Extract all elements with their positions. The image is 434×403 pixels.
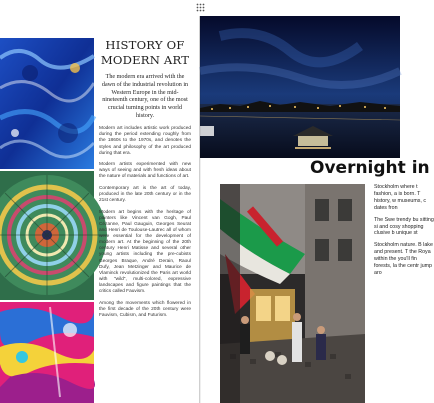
mosaic-circle-painting-image — [0, 171, 94, 300]
article-title-line-1: HISTORY OF — [105, 38, 185, 52]
pink-abstract-painting-image — [0, 302, 94, 403]
article-title-line-2: MODERN ART — [100, 53, 190, 67]
side-paragraph: Stockholm nature. B lake and present. T the Roya within the you'll fin forests, la the centr jump aro — [374, 242, 433, 276]
street-cafe-photo — [220, 184, 365, 403]
body-paragraph: Modern art includes artistic work produced during the period extending roughly from the 1860s to the 1970s, and denotes the styles and philosophy of the art produced during that era. — [99, 126, 191, 156]
side-paragraph: The Swe trendy bu sitting si and cosy shopping clusive b unique st — [374, 216, 434, 237]
night-harbor-photo — [200, 16, 400, 158]
article-body — [99, 126, 191, 319]
side-paragraph: Stockholm where t fashion, a is born. T history, w museums, c dates fron — [374, 184, 426, 211]
headline: Overnight in — [310, 158, 430, 178]
right-page — [200, 16, 434, 403]
page-gutter-shadow — [199, 16, 201, 403]
side-article-text — [374, 184, 434, 282]
grip-dots-icon[interactable] — [196, 3, 205, 12]
left-page — [0, 16, 200, 403]
article-column — [99, 38, 191, 319]
blue-abstract-painting-image — [0, 38, 94, 169]
article-lead: The modern era arrived with the dawn of the industrial revolution in Western Europe in the mid-nineteenth century, one of the most crucial turning points in world history. — [101, 74, 189, 119]
body-paragraph: Among the movements which flowered in the first decade of the 20th century were Fauvism, Cubism, and Futurism. — [99, 300, 191, 318]
body-paragraph: Modern art begins with the heritage of painters like Vincent van Gogh, Paul Cézanne, Paul Gauguin, Georges Seurat and Henri de Toulouse-Lautrec all of whom were essential for the development of modern art. At the beginning of the 20th century Henri Matisse and several other young artists including the pre-cubists Georges Braque, André Derain, Raoul Dufy, Jean Metzinger and Maurice de Vlaminck revolutionized the Paris art world with "wild", multi-colored, expressive landscapes and figure paintings that the critics called Fauvism. — [99, 209, 191, 295]
top-toolbar — [0, 0, 400, 16]
article-title — [99, 38, 191, 68]
body-paragraph: Modern artists experimented with new ways of seeing and with fresh ideas about the nature of materials and functions of art. — [99, 162, 191, 180]
body-paragraph: Contemporary art is the art of today, produced in the late 20th century or in the 21st century. — [99, 186, 191, 204]
